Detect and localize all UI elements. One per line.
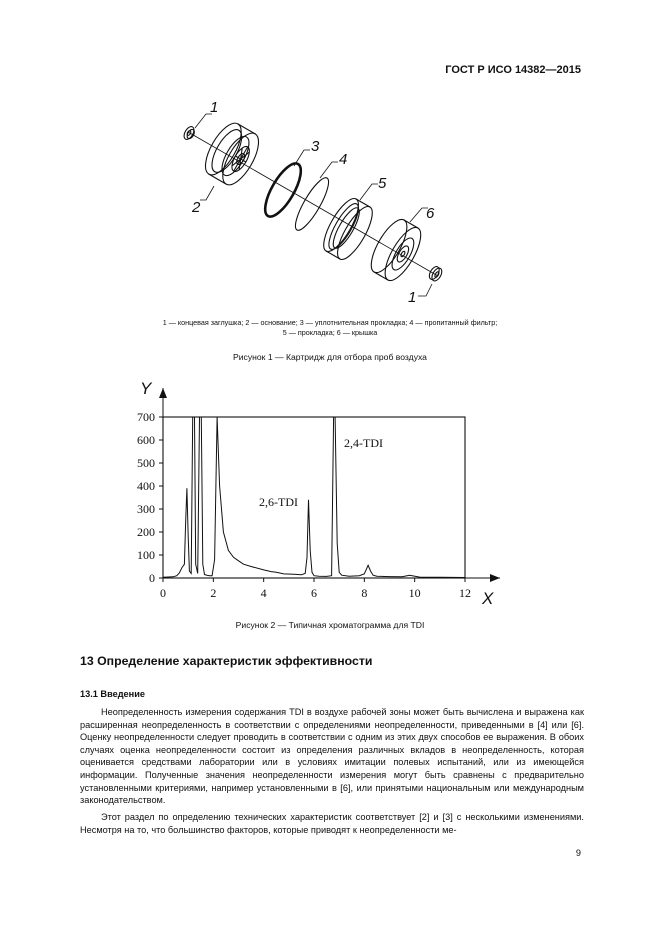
cover-part	[365, 215, 428, 286]
legend-line-2: 5 — прокладка; 6 — крышка	[282, 328, 378, 337]
y-axis-arrowhead	[159, 388, 167, 398]
x-tick-label: 6	[311, 586, 317, 600]
x-tick-label: 2	[210, 586, 217, 600]
figure2-caption: Рисунок 2 — Типичная хроматограмма для TDI	[235, 620, 425, 630]
peak-label-2-4-tdi: 2,4-TDI	[344, 436, 383, 450]
impregnated-filter	[290, 174, 334, 234]
part-label-2: 2	[192, 199, 201, 216]
legend-line-1: 1 — концевая заглушка; 2 — основание; 3 — уплотнительная прокладка; 4 — пропитанный фильтр;	[162, 318, 498, 327]
x-axis-arrowhead	[490, 574, 500, 582]
y-tick-label: 0	[149, 571, 155, 585]
peak-label-2-6-tdi: 2,6-TDI	[259, 495, 298, 509]
y-tick-label: 200	[137, 525, 155, 539]
gasket-part	[317, 194, 378, 264]
figure1-caption: Рисунок 1 — Картридж для отбора проб воздуха	[233, 352, 427, 362]
x-tick-label: 12	[459, 586, 471, 600]
y-tick-label: 500	[137, 456, 155, 470]
part-label-1-right: 1	[408, 289, 417, 306]
sealing-gasket	[258, 159, 307, 222]
plot-frame	[163, 417, 465, 578]
figure1-legend	[100, 318, 560, 338]
part-label-3: 3	[311, 138, 320, 155]
page-number: 9	[575, 848, 581, 858]
chromatogram-trace	[163, 417, 465, 578]
x-axis-label: X	[482, 589, 494, 608]
y-axis-label: Y	[140, 379, 152, 398]
y-tick-label: 300	[137, 502, 155, 516]
section-heading: 13 Определение характеристик эффективности	[80, 654, 373, 668]
part-label-5: 5	[378, 175, 387, 192]
y-tick-label: 600	[137, 433, 155, 447]
x-tick-label: 10	[408, 586, 421, 600]
standard-header: ГОСТ Р ИСО 14382—2015	[445, 64, 581, 76]
cartridge-exploded-drawing	[170, 96, 460, 308]
y-tick-label: 700	[137, 410, 155, 424]
x-tick-label: 4	[260, 586, 267, 600]
part-label-1-left: 1	[210, 99, 219, 116]
chromatogram-chart	[120, 372, 510, 612]
paragraph-1: Неопределенность измерения содержания TDI в воздухе рабочей зоны может быть вычислена и выражена как расширенная неопределенность в соответствии с определениями неопределенности, приведенными в [4] или [6]. Оценку неопределенности следует проводить в соответствии с одним из этих двух способов ее выражения. В обоих случаях оценка неопределенности состоит из определения различных вкладов в неопределенность, которая оценивается средствами лаборатории или в условиях имитации полевых испытаний, или из имеющейся информации. Полученные значения неопределенности измерения могут быть сравнены с предварительно установленными критериями, например установленными в [6], или принятыми национальным или международным законодательством.	[80, 707, 584, 806]
part-label-6: 6	[426, 205, 435, 222]
y-tick-label: 100	[137, 548, 155, 562]
x-tick-label: 0	[160, 586, 166, 600]
paragraph-2: Этот раздел по определению технических характеристик соответствует [2] и [3] с несколькими изменениями. Несмотря на то, что большинство факторов, которые приводят к неопределенности ме-	[80, 812, 584, 835]
base-part	[198, 118, 265, 190]
part-label-4: 4	[339, 151, 348, 168]
y-tick-label: 400	[137, 479, 155, 493]
end-cap-right	[427, 265, 444, 283]
x-tick-label: 8	[361, 586, 368, 600]
subsection-heading: 13.1 Введение	[80, 689, 145, 699]
